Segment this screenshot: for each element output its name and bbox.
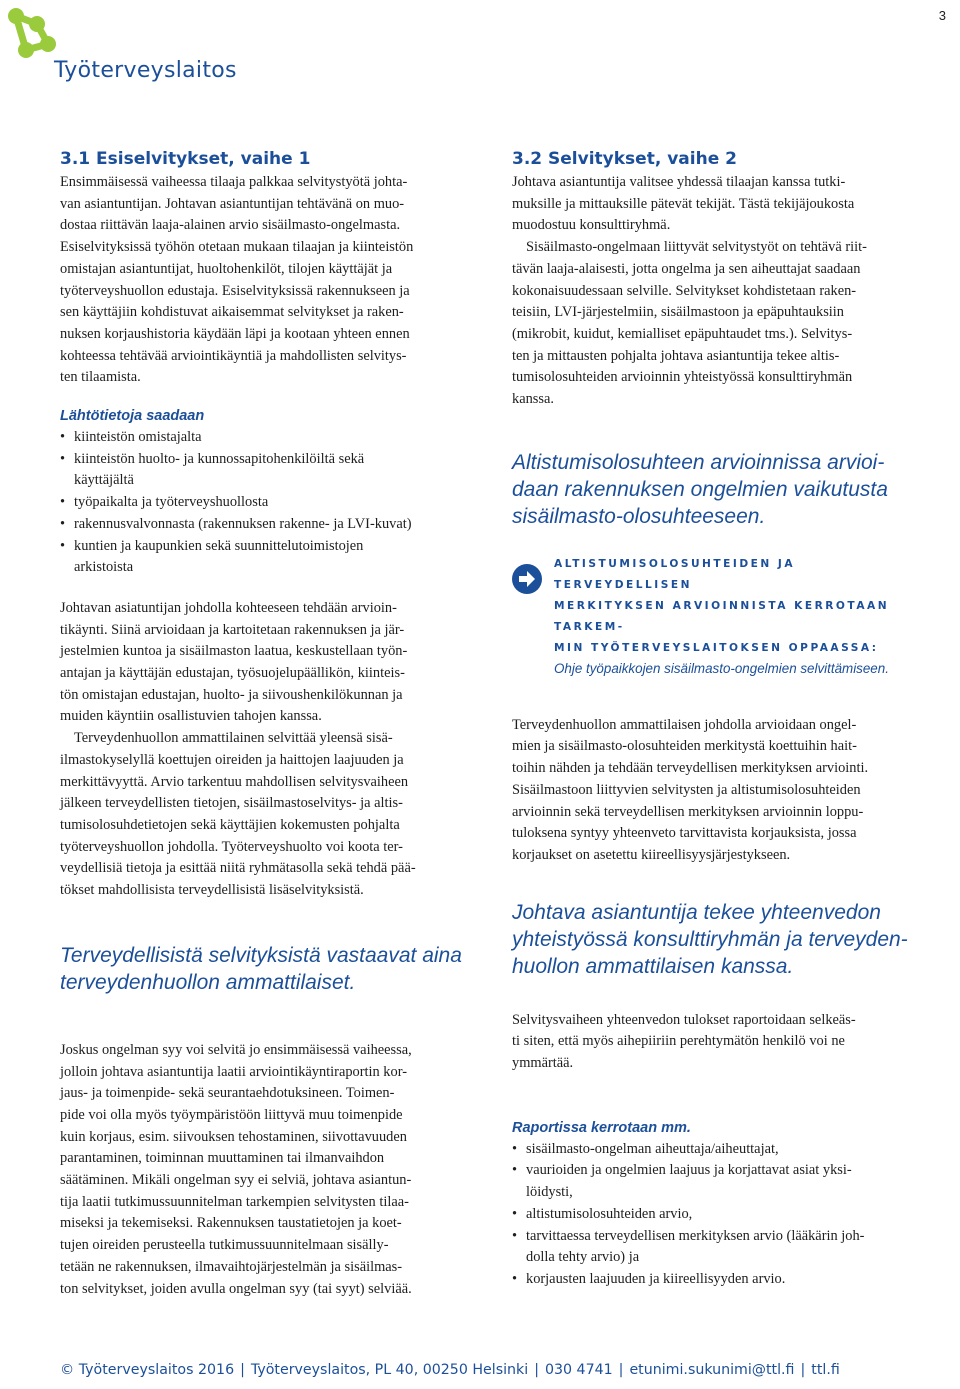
right-pullquote-2 bbox=[512, 899, 926, 980]
guide-link[interactable]: Ohje työpaikkojen sisäilmasto-ongelmien selvittämiseen. bbox=[554, 660, 889, 676]
text-line: kuin korjaus, esim. siivouksen tehostaminen, siivottavuuden bbox=[60, 1128, 407, 1145]
right-paragraph-3 bbox=[512, 715, 926, 867]
section-heading-3-2: 3.2 Selvitykset, vaihe 2 bbox=[512, 149, 737, 169]
left-paragraph-4 bbox=[60, 1040, 474, 1300]
text-line: omistajan asiantuntijat, huoltohenkilöt, tilojen käyttäjät ja bbox=[60, 260, 393, 277]
text-line: Esiselvityksissä työhön otetaan mukaan tilaajan ja kiinteistön bbox=[60, 239, 414, 256]
quote-line: sisäilmasto-olosuhteeseen. bbox=[512, 504, 766, 528]
text-line: jaus- ja toimenpide- sekä seurantaehdotuksineen. Toimen- bbox=[60, 1085, 395, 1102]
text-line: tökset mahdollisista terveydellisistä lisäselvityksistä. bbox=[60, 882, 364, 899]
text-line: jestelmien kuntoa ja sisäilmaston laatua, keskustellaan työn- bbox=[60, 643, 408, 660]
text-line: Sisäilmasto-ongelmaan liittyvät selvitystyöt on tehtävä riit- bbox=[526, 239, 867, 256]
text-line: Johtava asiantuntija valitsee yhdessä tilaajan kanssa tutki- bbox=[512, 174, 846, 190]
footer-email[interactable]: etunimi.sukunimi@ttl.fi bbox=[629, 1362, 795, 1378]
left-column bbox=[60, 148, 474, 1300]
text-line: ti siten, että myös aihepiiriin perehtymätön henkilö voi ne bbox=[512, 1033, 845, 1050]
right-pullquote-1 bbox=[512, 449, 926, 530]
text-line: ten ja mittausten pohjalta johtava asiantuntija tekee altis- bbox=[512, 347, 840, 364]
list-item: • kuntien ja kaupunkien sekä suunnittelutoimistojen arkistoista bbox=[60, 537, 364, 576]
list-item: • vaurioiden ja ongelmien laajuus ja korjattavat asiat yksi- löidysti, bbox=[512, 1162, 852, 1201]
text-line: sen käyttäjiin kohdistuvat aikaisemmat selvitykset ja raken- bbox=[60, 304, 404, 321]
list-item: • altistumisolosuhteiden arvio, bbox=[512, 1205, 693, 1222]
text-line: nuksen korjaushistoria käydään läpi ja kootaan yhteen ennen bbox=[60, 325, 410, 342]
text-line: tikäynti. Siinä arvioidaan ja kartoitetaan rakennuksen ja jär- bbox=[60, 621, 405, 638]
text-line: ton selvitykset, joiden avulla ongelman syy (tai syyt) selviää. bbox=[60, 1280, 412, 1297]
text-line: tuloksena syntyy yhteenveto tarvittavista korjauksista, jossa bbox=[512, 825, 857, 842]
left-paragraph-1 bbox=[60, 172, 474, 389]
callout-caps-text bbox=[554, 554, 926, 659]
left-bullet-list bbox=[60, 427, 474, 579]
text-line: (mikrobit, kuidut, kemialliset epäpuhtaudet tms.). Selvitys- bbox=[512, 325, 853, 342]
text-line: muiden käyntiin osallistuvien tahojen kanssa. bbox=[60, 708, 322, 725]
footer-separator: | bbox=[618, 1362, 624, 1378]
text-line: jolloin johtava asiantuntija laatii arviointikäyntiraportin kor- bbox=[60, 1063, 407, 1080]
text-line: korjaukset on asetettu kiireellisyysjärjestykseen. bbox=[512, 846, 791, 863]
quote-line: daan rakennuksen ongelmien vaikutusta bbox=[512, 477, 888, 501]
text-line: muodostuu konsulttiryhmä. bbox=[512, 217, 671, 234]
text-line: Terveydenhuollon ammattilaisen johdolla arvioidaan ongel- bbox=[512, 716, 857, 733]
text-line: toihin nähden ja tehdään terveydellisen merkityksen arviointi. bbox=[512, 760, 869, 777]
text-line: tija laatii tutkimussuunnitelman tarkempien selvitysten tilaa- bbox=[60, 1193, 409, 1210]
text-line: Johtavan asiatuntijan johdolla kohteeseen tehdään arvioin- bbox=[60, 599, 397, 616]
list-item: • tarvittaessa terveydellisen merkityksen arvio (lääkärin joh- dolla tehty arvio) ja bbox=[512, 1227, 865, 1266]
footer-separator: | bbox=[240, 1362, 245, 1378]
list-item: • sisäilmasto-ongelman aiheuttaja/aiheuttajat, bbox=[512, 1140, 779, 1157]
list-item: • rakennusvalvonnasta (rakennuksen rakenne- ja LVI-kuvat) bbox=[60, 515, 412, 532]
footer-copyright: © Työterveyslaitos 2016 bbox=[60, 1362, 235, 1378]
left-pullquote bbox=[60, 942, 474, 996]
right-column bbox=[512, 148, 926, 1291]
caps-line: MERKITYKSEN ARVIOINNISTA KERROTAAN TARKEM- bbox=[554, 599, 890, 633]
quote-line: Altistumisolosuhteen arvioinnissa arvioi- bbox=[512, 450, 885, 474]
text-line: veydellisiä tietoja ja esittää niitä ryhmätasolla sekä tehdä pää- bbox=[60, 860, 416, 877]
footer-website[interactable]: ttl.fi bbox=[811, 1362, 840, 1378]
text-line: teisiin, LVI-järjestelmiin, sisäilmastoon ja epäpuhtauksiin bbox=[512, 304, 844, 321]
text-line: tujen oireiden perusteella tutkimussuunnitelmaan sisälly- bbox=[60, 1237, 389, 1254]
footer-phone[interactable]: 030 4741 bbox=[544, 1362, 613, 1378]
text-line: ymmärtää. bbox=[512, 1055, 574, 1072]
guide-callout bbox=[512, 554, 926, 679]
quote-line: Johtava asiantuntija tekee yhteenvedon bbox=[512, 900, 881, 924]
footer-separator: | bbox=[534, 1362, 539, 1378]
text-line: työterveyshuollon edustaja. Esiselvityksissä rakennukseen ja bbox=[60, 282, 410, 299]
text-line: tumisolosuhdetietojen sekä käyttäjien kokemusten pohjalta bbox=[60, 816, 400, 833]
text-line: kokonaisuudessaan selville. Selvitykset kohdistetaan raken- bbox=[512, 282, 857, 299]
text-line: mien ja sisäilmasto-olosuhteiden merkitystä koettuihin hait- bbox=[512, 738, 857, 755]
arrow-right-icon bbox=[512, 564, 542, 594]
text-line: Ensimmäisessä vaiheessa tilaaja palkkaa selvitystyötä johta- bbox=[60, 174, 408, 190]
text-line: tön omistajan edustajan, huolto- ja siivoushenkilökunnan ja bbox=[60, 686, 403, 703]
text-line: Terveydenhuollon ammattilainen selvittää yleensä sisä- bbox=[74, 730, 393, 747]
left-paragraph-2 bbox=[60, 598, 474, 728]
text-line: kohteessa tehtävää arviointikäyntiä ja mahdollisten selvitys- bbox=[60, 347, 407, 364]
text-line: parantaminen, toiminnan muuttaminen tai ilmanvaihdon bbox=[60, 1150, 385, 1167]
text-line: säätäminen. Mikäli ongelman syy ei selviä, johtava asiantun- bbox=[60, 1172, 412, 1189]
text-line: tetään ne rakennuksen, ilmavaihtojärjestelmän ja sisäilmas- bbox=[60, 1258, 403, 1275]
text-line: van asiantuntijan. Johtavan asiantuntijan tehtävänä on muo- bbox=[60, 195, 405, 212]
logo[interactable] bbox=[4, 6, 254, 86]
text-line: ten tilaamista. bbox=[60, 369, 141, 386]
quote-line: huollon ammattilaisen kanssa. bbox=[512, 954, 794, 978]
list-item: • kiinteistön omistajalta bbox=[60, 429, 202, 446]
text-line: tumisolosuhteiden arvioinnin yhteistyössä konsulttiryhmän bbox=[512, 369, 853, 386]
text-line: ilmastokyselyllä koettujen oireiden ja haittojen laajuuden ja bbox=[60, 751, 404, 768]
text-line: arvioinnin sekä terveydellisen merkityksen arvioinnin loppu- bbox=[512, 803, 864, 820]
quote-line: Terveydellisistä selvityksistä vastaavat aina bbox=[60, 943, 462, 967]
text-line: dostaa riittävän laaja-alainen arvio sisäilmasto-ongelmasta. bbox=[60, 217, 401, 234]
text-line: Sisäilmastoon liittyvien selvitysten ja altistumisolosuhteiden bbox=[512, 781, 861, 798]
list-item: • työpaikalta ja työterveyshuollosta bbox=[60, 494, 269, 511]
footer bbox=[60, 1362, 940, 1378]
right-paragraph-1 bbox=[512, 172, 926, 237]
page-number: 3 bbox=[938, 8, 946, 23]
text-line: työterveyshuollon johdolla. Työterveyshuolto voi koota ter- bbox=[60, 838, 403, 855]
list-item: • kiinteistön huolto- ja kunnossapitohenkilöiltä sekä käyttäjältä bbox=[60, 450, 365, 489]
right-paragraph-4 bbox=[512, 1010, 926, 1075]
left-paragraph-3 bbox=[60, 728, 474, 902]
caps-line: MIN TYÖTERVEYSLAITOKSEN OPPAASSA: bbox=[554, 641, 879, 654]
quote-line: yhteistyössä konsulttiryhmän ja terveyden- bbox=[512, 927, 908, 951]
right-bullet-list bbox=[512, 1139, 926, 1291]
text-line: miseksi ja tekemiseksi. Rakennuksen taustatietojen ja koet- bbox=[60, 1215, 402, 1232]
text-line: jälkeen terveydellisten tietojen, sisäilmastoselvitys- ja altis- bbox=[60, 795, 403, 812]
text-line: pide voi olla myös työympäristöön liittyvä muu toimenpide bbox=[60, 1106, 403, 1123]
text-line: kanssa. bbox=[512, 391, 554, 408]
text-line: muksille ja mittauksille pätevät tekijät. Tästä tekijäjoukosta bbox=[512, 195, 855, 212]
footer-separator: | bbox=[800, 1362, 806, 1378]
text-line: Joskus ongelman syy voi selvitä jo ensimmäisessä vaiheessa, bbox=[60, 1041, 412, 1058]
quote-line: terveydenhuollon ammattilaiset. bbox=[60, 970, 356, 994]
text-line: tävän laaja-alaisesti, jotta ongelma ja sen aiheuttajat saadaan bbox=[512, 260, 861, 277]
section-heading-3-1: 3.1 Esiselvitykset, vaihe 1 bbox=[60, 149, 311, 169]
text-line: antajan ja käyttäjän edustajan, työsuojelupäällikön, kiinteis- bbox=[60, 665, 405, 682]
caps-line: ALTISTUMISOLOSUHTEIDEN JA TERVEYDELLISEN bbox=[554, 557, 796, 591]
text-line: Selvitysvaiheen yhteenvedon tulokset raportoidaan selkeäs- bbox=[512, 1011, 856, 1028]
right-subheading: Raportissa kerrotaan mm. bbox=[512, 1119, 691, 1136]
right-paragraph-2 bbox=[512, 237, 926, 411]
footer-address: Työterveyslaitos, PL 40, 00250 Helsinki bbox=[250, 1362, 529, 1378]
left-subheading: Lähtötietoja saadaan bbox=[60, 408, 205, 425]
text-line: merkittävyyttä. Arvio tarkentuu mahdollisen selvitysvaiheen bbox=[60, 773, 409, 790]
list-item: • korjausten laajuuden ja kiireellisyyden arvio. bbox=[512, 1270, 786, 1287]
ttl-logo-mark-icon bbox=[4, 6, 66, 64]
logo-text: Työterveyslaitos bbox=[54, 58, 237, 83]
